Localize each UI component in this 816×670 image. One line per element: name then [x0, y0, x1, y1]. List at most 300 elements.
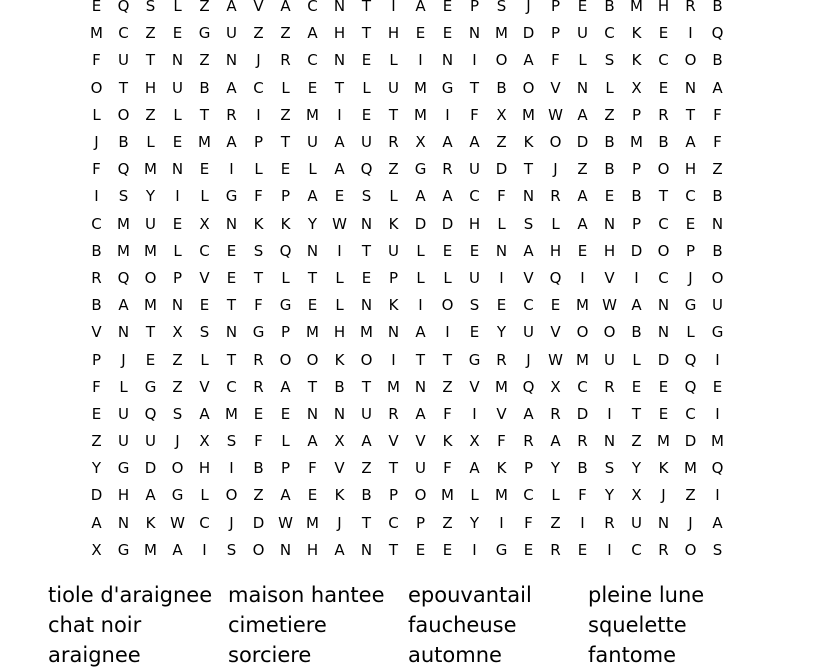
- grid-cell[interactable]: R: [388, 133, 399, 152]
- grid-cell[interactable]: E: [307, 486, 318, 505]
- grid-cell[interactable]: L: [119, 377, 128, 396]
- grid-cell[interactable]: B: [631, 187, 642, 206]
- grid-cell[interactable]: P: [550, 24, 561, 43]
- grid-cell[interactable]: G: [144, 377, 157, 396]
- grid-cell[interactable]: Q: [684, 377, 697, 396]
- grid-cell[interactable]: G: [252, 323, 265, 342]
- grid-cell[interactable]: B: [712, 0, 723, 16]
- grid-cell[interactable]: O: [657, 160, 670, 179]
- grid-cell[interactable]: M: [495, 377, 508, 396]
- grid-cell[interactable]: U: [469, 160, 480, 179]
- grid-cell[interactable]: A: [307, 432, 318, 451]
- grid-cell[interactable]: G: [198, 24, 211, 43]
- grid-cell[interactable]: A: [226, 0, 237, 16]
- grid-cell[interactable]: O: [684, 540, 697, 559]
- grid-cell[interactable]: G: [684, 296, 697, 315]
- grid-cell[interactable]: K: [523, 133, 534, 152]
- grid-cell[interactable]: D: [90, 486, 103, 505]
- grid-cell[interactable]: E: [469, 323, 480, 342]
- grid-cell[interactable]: C: [658, 214, 669, 233]
- grid-cell[interactable]: N: [711, 214, 724, 233]
- grid-cell[interactable]: N: [684, 78, 697, 97]
- grid-cell[interactable]: P: [388, 268, 399, 287]
- grid-cell[interactable]: G: [279, 296, 292, 315]
- grid-cell[interactable]: F: [92, 377, 101, 396]
- grid-cell[interactable]: X: [415, 133, 426, 152]
- grid-cell[interactable]: N: [225, 323, 238, 342]
- grid-cell[interactable]: L: [281, 432, 290, 451]
- grid-cell[interactable]: N: [360, 214, 373, 233]
- grid-cell[interactable]: B: [604, 160, 615, 179]
- grid-cell[interactable]: L: [551, 486, 560, 505]
- grid-cell[interactable]: M: [495, 24, 508, 43]
- grid-cell[interactable]: B: [712, 241, 723, 260]
- grid-cell[interactable]: A: [334, 133, 345, 152]
- grid-cell[interactable]: I: [472, 540, 477, 559]
- grid-cell[interactable]: M: [576, 350, 589, 369]
- grid-cell[interactable]: E: [685, 214, 696, 233]
- grid-cell[interactable]: U: [307, 133, 318, 152]
- grid-cell[interactable]: Q: [279, 241, 292, 260]
- grid-cell[interactable]: Y: [145, 187, 156, 206]
- grid-cell[interactable]: B: [712, 187, 723, 206]
- grid-cell[interactable]: E: [361, 105, 372, 124]
- grid-cell[interactable]: E: [361, 268, 372, 287]
- grid-cell[interactable]: U: [604, 350, 615, 369]
- grid-cell[interactable]: A: [415, 323, 426, 342]
- grid-cell[interactable]: D: [684, 432, 697, 451]
- grid-cell[interactable]: C: [604, 24, 615, 43]
- grid-cell[interactable]: L: [335, 268, 344, 287]
- grid-cell[interactable]: U: [145, 432, 156, 451]
- grid-cell[interactable]: V: [253, 0, 264, 16]
- grid-cell[interactable]: V: [91, 323, 102, 342]
- grid-cell[interactable]: H: [117, 486, 130, 505]
- grid-cell[interactable]: P: [631, 214, 642, 233]
- grid-cell[interactable]: L: [416, 241, 425, 260]
- grid-cell[interactable]: Z: [388, 160, 399, 179]
- grid-cell[interactable]: E: [577, 241, 588, 260]
- grid-cell[interactable]: E: [307, 78, 318, 97]
- grid-cell[interactable]: Z: [685, 486, 696, 505]
- grid-cell[interactable]: J: [94, 133, 99, 152]
- grid-cell[interactable]: X: [496, 105, 507, 124]
- grid-cell[interactable]: T: [361, 377, 372, 396]
- grid-cell[interactable]: A: [334, 540, 345, 559]
- grid-cell[interactable]: Z: [199, 51, 210, 70]
- grid-cell[interactable]: A: [577, 105, 588, 124]
- grid-cell[interactable]: Y: [469, 513, 480, 532]
- grid-cell[interactable]: C: [118, 24, 129, 43]
- grid-cell[interactable]: M: [495, 486, 508, 505]
- grid-cell[interactable]: V: [523, 268, 534, 287]
- grid-cell[interactable]: A: [226, 133, 237, 152]
- grid-cell[interactable]: E: [361, 51, 372, 70]
- grid-cell[interactable]: J: [175, 432, 180, 451]
- grid-cell[interactable]: M: [144, 241, 157, 260]
- grid-cell[interactable]: R: [280, 51, 291, 70]
- grid-cell[interactable]: I: [472, 404, 477, 423]
- grid-cell[interactable]: D: [522, 24, 535, 43]
- grid-cell[interactable]: J: [688, 513, 693, 532]
- grid-cell[interactable]: A: [442, 133, 453, 152]
- grid-cell[interactable]: K: [442, 432, 453, 451]
- grid-cell[interactable]: Z: [145, 24, 156, 43]
- grid-cell[interactable]: G: [117, 540, 130, 559]
- grid-cell[interactable]: F: [308, 459, 317, 478]
- grid-cell[interactable]: S: [253, 241, 264, 260]
- grid-cell[interactable]: P: [550, 0, 561, 16]
- grid-cell[interactable]: M: [414, 105, 427, 124]
- grid-cell[interactable]: F: [254, 432, 263, 451]
- grid-cell[interactable]: U: [172, 78, 183, 97]
- grid-cell[interactable]: E: [226, 241, 237, 260]
- grid-cell[interactable]: K: [145, 513, 156, 532]
- grid-cell[interactable]: E: [577, 540, 588, 559]
- grid-cell[interactable]: M: [630, 133, 643, 152]
- grid-cell[interactable]: Z: [361, 459, 372, 478]
- grid-cell[interactable]: X: [199, 214, 210, 233]
- grid-cell[interactable]: G: [495, 540, 508, 559]
- grid-cell[interactable]: S: [469, 296, 480, 315]
- grid-cell[interactable]: P: [685, 241, 696, 260]
- grid-cell[interactable]: L: [200, 187, 209, 206]
- grid-cell[interactable]: M: [441, 486, 454, 505]
- grid-cell[interactable]: X: [631, 78, 642, 97]
- grid-cell[interactable]: V: [415, 432, 426, 451]
- grid-cell[interactable]: R: [550, 540, 561, 559]
- grid-cell[interactable]: F: [524, 513, 533, 532]
- grid-cell[interactable]: A: [523, 404, 534, 423]
- grid-cell[interactable]: E: [253, 404, 264, 423]
- grid-cell[interactable]: U: [361, 404, 372, 423]
- grid-cell[interactable]: T: [307, 377, 318, 396]
- grid-cell[interactable]: A: [199, 404, 210, 423]
- grid-cell[interactable]: Z: [712, 160, 723, 179]
- grid-cell[interactable]: H: [144, 78, 157, 97]
- grid-cell[interactable]: L: [146, 133, 155, 152]
- grid-cell[interactable]: A: [118, 296, 129, 315]
- grid-cell[interactable]: K: [658, 459, 669, 478]
- grid-cell[interactable]: I: [445, 105, 450, 124]
- grid-cell[interactable]: E: [658, 404, 669, 423]
- grid-cell[interactable]: M: [630, 0, 643, 16]
- grid-cell[interactable]: B: [118, 133, 129, 152]
- grid-cell[interactable]: S: [226, 540, 237, 559]
- grid-cell[interactable]: E: [280, 160, 291, 179]
- grid-cell[interactable]: M: [657, 432, 670, 451]
- grid-cell[interactable]: Z: [91, 432, 102, 451]
- grid-cell[interactable]: E: [658, 377, 669, 396]
- grid-cell[interactable]: A: [415, 187, 426, 206]
- grid-cell[interactable]: S: [118, 187, 129, 206]
- grid-cell[interactable]: V: [604, 268, 615, 287]
- grid-cell[interactable]: U: [118, 51, 129, 70]
- grid-cell[interactable]: J: [661, 486, 666, 505]
- grid-cell[interactable]: Y: [631, 459, 642, 478]
- grid-cell[interactable]: R: [604, 513, 615, 532]
- grid-cell[interactable]: H: [333, 24, 346, 43]
- grid-cell[interactable]: N: [117, 513, 130, 532]
- grid-cell[interactable]: R: [577, 432, 588, 451]
- grid-cell[interactable]: D: [495, 160, 508, 179]
- grid-cell[interactable]: F: [254, 187, 263, 206]
- grid-cell[interactable]: L: [416, 268, 425, 287]
- grid-cell[interactable]: N: [117, 323, 130, 342]
- grid-cell[interactable]: B: [712, 51, 723, 70]
- grid-cell[interactable]: E: [496, 296, 507, 315]
- grid-cell[interactable]: D: [630, 241, 643, 260]
- grid-cell[interactable]: H: [603, 241, 616, 260]
- grid-cell[interactable]: M: [684, 459, 697, 478]
- grid-cell[interactable]: N: [360, 540, 373, 559]
- grid-cell[interactable]: I: [175, 187, 180, 206]
- grid-cell[interactable]: F: [551, 51, 560, 70]
- grid-cell[interactable]: Z: [496, 133, 507, 152]
- grid-cell[interactable]: N: [360, 296, 373, 315]
- grid-cell[interactable]: L: [200, 350, 209, 369]
- grid-cell[interactable]: I: [229, 459, 234, 478]
- grid-cell[interactable]: A: [577, 214, 588, 233]
- grid-cell[interactable]: W: [170, 513, 185, 532]
- grid-cell[interactable]: K: [334, 350, 345, 369]
- grid-cell[interactable]: X: [550, 377, 561, 396]
- grid-cell[interactable]: F: [497, 432, 506, 451]
- grid-cell[interactable]: I: [499, 513, 504, 532]
- grid-cell[interactable]: H: [333, 323, 346, 342]
- grid-cell[interactable]: I: [256, 105, 261, 124]
- grid-cell[interactable]: V: [496, 404, 507, 423]
- grid-cell[interactable]: O: [171, 459, 184, 478]
- grid-cell[interactable]: J: [553, 160, 558, 179]
- grid-cell[interactable]: I: [580, 513, 585, 532]
- grid-cell[interactable]: L: [389, 187, 398, 206]
- grid-cell[interactable]: N: [414, 377, 427, 396]
- grid-cell[interactable]: C: [253, 78, 264, 97]
- grid-cell[interactable]: M: [117, 241, 130, 260]
- grid-cell[interactable]: P: [415, 513, 426, 532]
- grid-cell[interactable]: K: [334, 486, 345, 505]
- grid-cell[interactable]: Z: [199, 0, 210, 16]
- grid-cell[interactable]: P: [172, 268, 183, 287]
- grid-cell[interactable]: T: [469, 78, 480, 97]
- grid-cell[interactable]: X: [469, 432, 480, 451]
- grid-cell[interactable]: E: [577, 0, 588, 16]
- grid-cell[interactable]: P: [280, 459, 291, 478]
- grid-cell[interactable]: A: [523, 241, 534, 260]
- grid-cell[interactable]: N: [306, 404, 319, 423]
- grid-cell[interactable]: F: [443, 459, 452, 478]
- grid-cell[interactable]: L: [173, 0, 182, 16]
- grid-cell[interactable]: J: [337, 513, 342, 532]
- grid-cell[interactable]: O: [225, 486, 238, 505]
- grid-cell[interactable]: T: [685, 105, 696, 124]
- grid-cell[interactable]: R: [91, 268, 102, 287]
- grid-cell[interactable]: K: [388, 214, 399, 233]
- grid-cell[interactable]: I: [472, 51, 477, 70]
- grid-cell[interactable]: W: [278, 513, 293, 532]
- grid-cell[interactable]: S: [604, 51, 615, 70]
- grid-cell[interactable]: O: [360, 350, 373, 369]
- grid-cell[interactable]: N: [657, 323, 670, 342]
- grid-cell[interactable]: T: [658, 187, 669, 206]
- grid-cell[interactable]: V: [469, 377, 480, 396]
- grid-cell[interactable]: F: [254, 296, 263, 315]
- grid-cell[interactable]: C: [199, 241, 210, 260]
- grid-cell[interactable]: B: [91, 241, 102, 260]
- grid-cell[interactable]: P: [388, 486, 399, 505]
- grid-cell[interactable]: C: [307, 51, 318, 70]
- grid-cell[interactable]: Q: [144, 404, 157, 423]
- grid-cell[interactable]: S: [712, 540, 723, 559]
- grid-cell[interactable]: C: [658, 268, 669, 287]
- grid-cell[interactable]: P: [631, 105, 642, 124]
- grid-cell[interactable]: T: [388, 105, 399, 124]
- grid-cell[interactable]: F: [497, 187, 506, 206]
- grid-cell[interactable]: D: [441, 214, 454, 233]
- grid-cell[interactable]: Q: [522, 377, 535, 396]
- grid-cell[interactable]: S: [361, 187, 372, 206]
- grid-cell[interactable]: M: [306, 513, 319, 532]
- grid-cell[interactable]: M: [522, 105, 535, 124]
- grid-cell[interactable]: N: [225, 51, 238, 70]
- grid-cell[interactable]: C: [685, 187, 696, 206]
- grid-cell[interactable]: M: [144, 160, 157, 179]
- grid-cell[interactable]: L: [335, 296, 344, 315]
- grid-cell[interactable]: I: [337, 241, 342, 260]
- grid-cell[interactable]: L: [92, 105, 101, 124]
- grid-cell[interactable]: N: [603, 432, 616, 451]
- grid-cell[interactable]: I: [229, 160, 234, 179]
- grid-cell[interactable]: Z: [172, 377, 183, 396]
- grid-cell[interactable]: E: [172, 133, 183, 152]
- grid-cell[interactable]: N: [387, 323, 400, 342]
- grid-cell[interactable]: O: [495, 51, 508, 70]
- grid-cell[interactable]: Q: [117, 160, 130, 179]
- grid-cell[interactable]: P: [523, 459, 534, 478]
- grid-cell[interactable]: H: [387, 24, 400, 43]
- grid-cell[interactable]: I: [94, 187, 99, 206]
- grid-cell[interactable]: H: [657, 0, 670, 16]
- grid-cell[interactable]: U: [631, 513, 642, 532]
- grid-cell[interactable]: T: [226, 350, 237, 369]
- grid-cell[interactable]: N: [171, 296, 184, 315]
- grid-cell[interactable]: A: [685, 133, 696, 152]
- grid-cell[interactable]: E: [91, 0, 102, 16]
- grid-cell[interactable]: R: [253, 350, 264, 369]
- grid-cell[interactable]: E: [334, 187, 345, 206]
- grid-cell[interactable]: N: [171, 51, 184, 70]
- grid-cell[interactable]: L: [173, 105, 182, 124]
- grid-cell[interactable]: C: [469, 187, 480, 206]
- grid-cell[interactable]: K: [631, 24, 642, 43]
- grid-cell[interactable]: N: [333, 0, 346, 16]
- grid-cell[interactable]: N: [333, 51, 346, 70]
- grid-cell[interactable]: P: [469, 0, 480, 16]
- grid-cell[interactable]: A: [577, 187, 588, 206]
- grid-cell[interactable]: I: [607, 404, 612, 423]
- grid-cell[interactable]: R: [523, 432, 534, 451]
- grid-cell[interactable]: S: [604, 459, 615, 478]
- grid-cell[interactable]: G: [117, 459, 130, 478]
- grid-cell[interactable]: A: [280, 486, 291, 505]
- grid-cell[interactable]: E: [442, 540, 453, 559]
- grid-cell[interactable]: T: [415, 350, 426, 369]
- grid-cell[interactable]: A: [469, 133, 480, 152]
- grid-cell[interactable]: S: [199, 323, 210, 342]
- grid-cell[interactable]: L: [443, 268, 452, 287]
- grid-cell[interactable]: E: [658, 78, 669, 97]
- grid-cell[interactable]: W: [602, 296, 617, 315]
- grid-cell[interactable]: E: [145, 350, 156, 369]
- grid-cell[interactable]: E: [523, 540, 534, 559]
- grid-cell[interactable]: E: [415, 24, 426, 43]
- grid-cell[interactable]: E: [415, 540, 426, 559]
- grid-cell[interactable]: N: [441, 51, 454, 70]
- grid-cell[interactable]: O: [252, 540, 265, 559]
- grid-cell[interactable]: R: [496, 350, 507, 369]
- grid-cell[interactable]: J: [526, 0, 531, 16]
- grid-cell[interactable]: T: [361, 0, 372, 16]
- grid-cell[interactable]: T: [253, 268, 264, 287]
- grid-cell[interactable]: T: [631, 404, 642, 423]
- grid-cell[interactable]: X: [172, 323, 183, 342]
- grid-cell[interactable]: C: [388, 513, 399, 532]
- grid-cell[interactable]: O: [603, 323, 616, 342]
- grid-cell[interactable]: X: [334, 432, 345, 451]
- grid-cell[interactable]: W: [332, 214, 347, 233]
- grid-cell[interactable]: N: [333, 404, 346, 423]
- grid-cell[interactable]: C: [91, 214, 102, 233]
- grid-cell[interactable]: K: [388, 296, 399, 315]
- grid-cell[interactable]: R: [388, 404, 399, 423]
- grid-cell[interactable]: R: [442, 160, 453, 179]
- grid-cell[interactable]: V: [550, 323, 561, 342]
- grid-cell[interactable]: L: [308, 160, 317, 179]
- grid-cell[interactable]: N: [306, 241, 319, 260]
- grid-cell[interactable]: H: [684, 160, 697, 179]
- grid-cell[interactable]: O: [279, 350, 292, 369]
- grid-cell[interactable]: K: [631, 51, 642, 70]
- grid-cell[interactable]: M: [225, 404, 238, 423]
- grid-cell[interactable]: A: [631, 296, 642, 315]
- grid-cell[interactable]: O: [522, 78, 535, 97]
- grid-cell[interactable]: I: [418, 296, 423, 315]
- grid-cell[interactable]: I: [688, 24, 693, 43]
- grid-cell[interactable]: C: [199, 513, 210, 532]
- grid-cell[interactable]: B: [91, 296, 102, 315]
- grid-cell[interactable]: T: [307, 268, 318, 287]
- grid-cell[interactable]: M: [360, 323, 373, 342]
- grid-cell[interactable]: M: [306, 323, 319, 342]
- grid-cell[interactable]: P: [253, 133, 264, 152]
- grid-cell[interactable]: O: [657, 241, 670, 260]
- grid-cell[interactable]: B: [361, 486, 372, 505]
- grid-cell[interactable]: O: [306, 350, 319, 369]
- grid-cell[interactable]: Z: [253, 24, 264, 43]
- grid-cell[interactable]: N: [495, 241, 508, 260]
- grid-cell[interactable]: O: [90, 78, 103, 97]
- grid-cell[interactable]: S: [496, 0, 507, 16]
- grid-cell[interactable]: J: [256, 51, 261, 70]
- grid-cell[interactable]: L: [497, 214, 506, 233]
- grid-cell[interactable]: F: [578, 486, 587, 505]
- grid-cell[interactable]: T: [388, 540, 399, 559]
- grid-cell[interactable]: Z: [145, 105, 156, 124]
- grid-cell[interactable]: R: [658, 105, 669, 124]
- grid-cell[interactable]: Q: [117, 0, 130, 16]
- grid-cell[interactable]: O: [144, 268, 157, 287]
